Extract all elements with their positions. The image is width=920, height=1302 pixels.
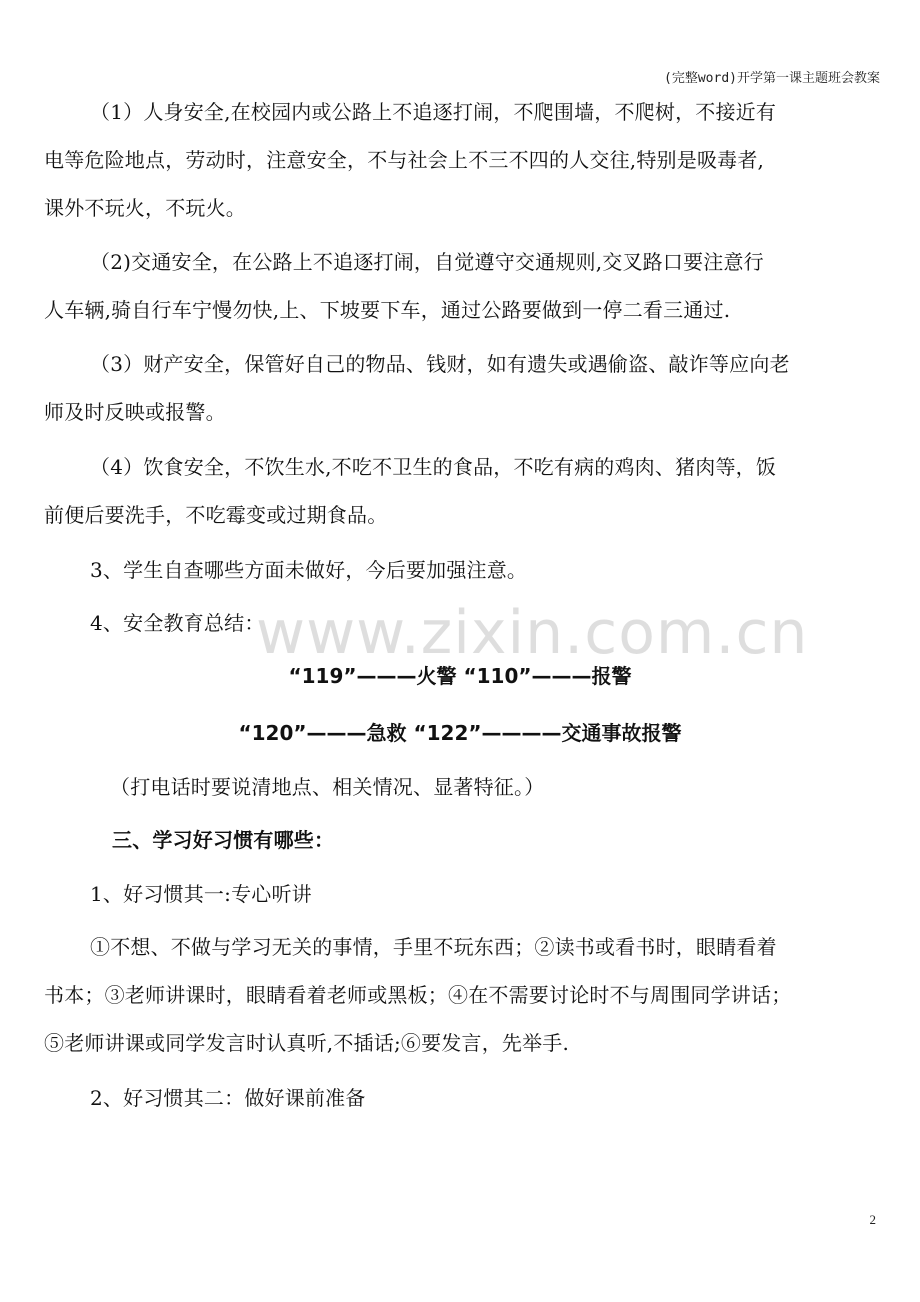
- paragraph-line: （3）财产安全，保管好自己的物品、钱财，如有遗失或遇偷盗、敲诈等应向老: [90, 352, 790, 376]
- habit-1-title: 1、好习惯其一:专心听讲: [90, 882, 312, 906]
- paragraph-personal-safety: [44, 88, 886, 232]
- paragraph-line: 电等危险地点，劳动时，注意安全，不与社会上不三不四的人交往,特别是吸毒者,: [44, 148, 765, 172]
- paragraph-line: 前便后要洗手，不吃霉变或过期食品。: [44, 503, 388, 527]
- document-header: (完整word)开学第一课主题班会教案: [664, 71, 880, 86]
- watermark: www.zixin.com.cn: [256, 598, 809, 668]
- paragraph-line: 师及时反映或报警。: [44, 400, 226, 424]
- item-self-check: 3、学生自查哪些方面未做好，今后要加强注意。: [90, 558, 528, 582]
- paragraph-line: ⑤老师讲课或同学发言时认真听,不插话;⑥要发言，先举手.: [44, 1031, 570, 1055]
- item-safety-summary: 4、安全教育总结：: [90, 611, 265, 635]
- paragraph-property-safety: [44, 340, 886, 436]
- paragraph-line: ①不想、不做与学习无关的事情，手里不玩东西；②读书或看书时，眼睛看着: [90, 935, 777, 959]
- emergency-numbers-line-2: “120”———急救 “122”————交通事故报警: [238, 721, 682, 745]
- paragraph-traffic-safety: [44, 238, 886, 334]
- paragraph-line: （1）人身安全,在校园内或公路上不追逐打闹，不爬围墙，不爬树，不接近有: [90, 100, 777, 124]
- habit-2-title: 2、好习惯其二：做好课前准备: [90, 1086, 366, 1110]
- page-number: 2: [869, 1212, 876, 1227]
- paragraph-food-safety: [44, 443, 886, 539]
- paragraph-line: 书本；③老师讲课时，眼睛看着老师或黑板；④在不需要讨论时不与周围同学讲话；: [44, 983, 792, 1007]
- paragraph-line: 人车辆,骑自行车宁慢勿快,上、下坡要下车，通过公路要做到一停二看三通过.: [44, 298, 731, 322]
- habit-1-details: [44, 923, 886, 1067]
- paragraph-line: （2)交通安全，在公路上不追逐打闹，自觉遵守交通规则,交叉路口要注意行: [90, 250, 764, 274]
- emergency-numbers-line-1: “119”———火警 “110”———报警: [288, 664, 632, 688]
- paragraph-line: （4）饮食安全，不饮生水,不吃不卫生的食品，不吃有病的鸡肉、猪肉等，饭: [90, 455, 777, 479]
- section-heading-good-habits: 三、学习好习惯有哪些：: [112, 828, 335, 852]
- phone-note: （打电话时要说清地点、相关情况、显著特征。）: [110, 775, 545, 799]
- paragraph-line: 课外不玩火，不玩火。: [44, 196, 246, 220]
